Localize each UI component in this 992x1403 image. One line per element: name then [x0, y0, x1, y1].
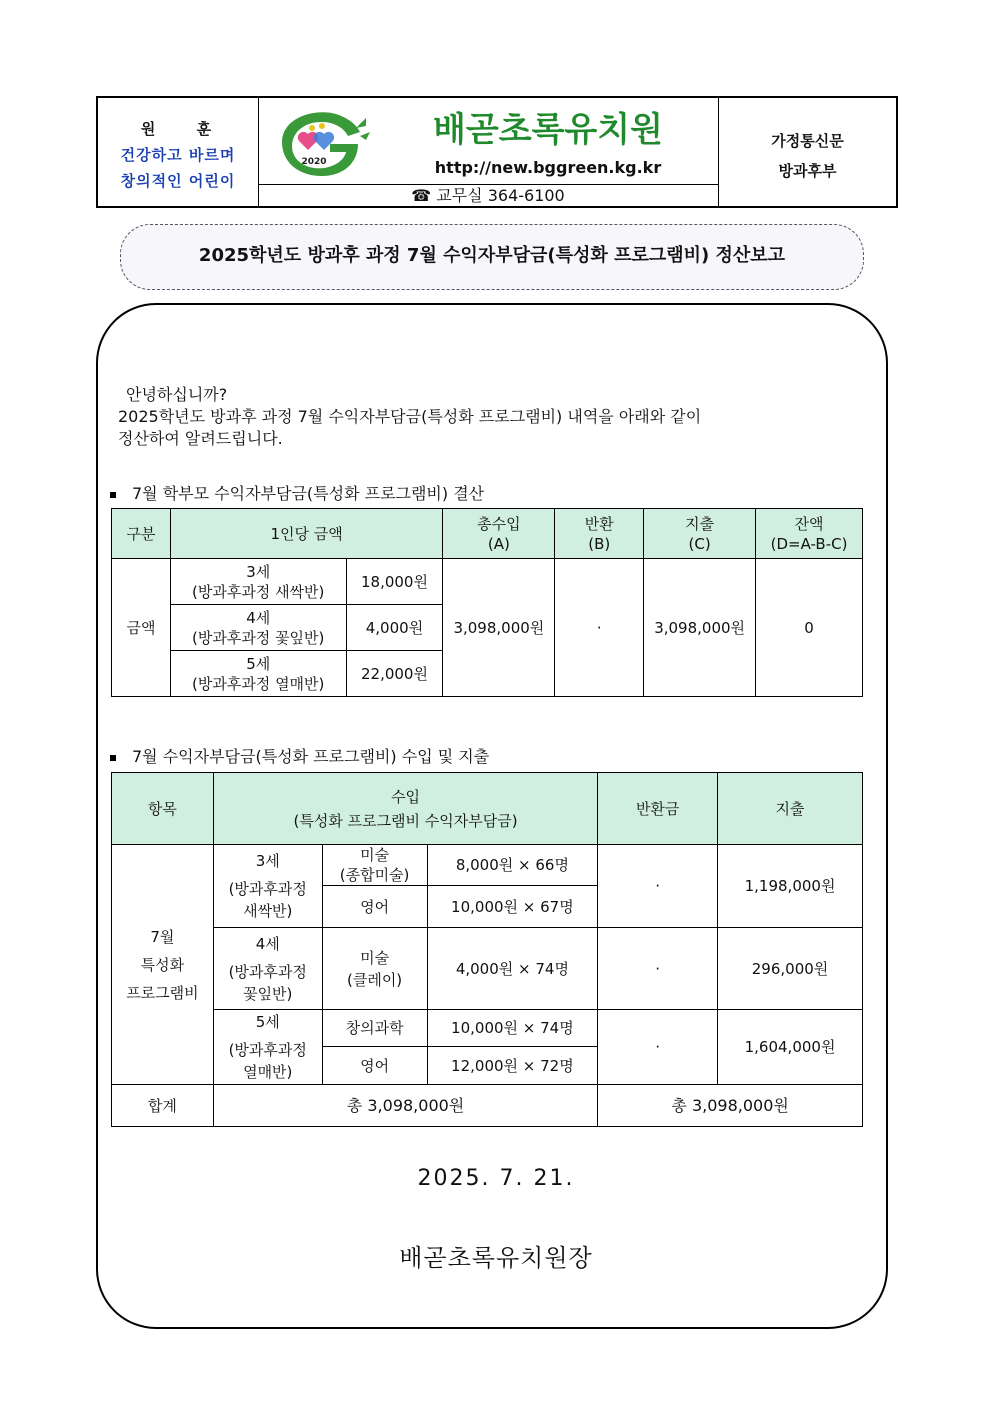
header-refund: 반환금	[598, 773, 718, 845]
doc-type: 가정통신문	[771, 132, 844, 150]
expense-cell: 1,604,000원	[718, 1010, 863, 1085]
income-expense-table	[111, 772, 863, 1127]
expense-cell: 3,098,000원	[644, 559, 756, 697]
doc-info-cell	[719, 98, 896, 206]
intro-text	[118, 384, 701, 450]
total-label: 합계	[112, 1085, 214, 1127]
header-expense: 지출	[718, 773, 863, 845]
row-label: 금액	[112, 559, 171, 697]
expense-cell: 1,198,000원	[718, 845, 863, 928]
settlement-table	[111, 508, 863, 697]
table-row	[112, 559, 863, 605]
header-total-income: 총수입 (A)	[443, 509, 555, 559]
expense-cell: 296,000원	[718, 928, 863, 1010]
refund-cell: ·	[598, 928, 718, 1010]
table-row	[112, 928, 863, 1010]
school-url[interactable]: http://new.bggreen.kg.kr	[434, 158, 662, 177]
table-header-row	[112, 509, 863, 559]
intro-line-3: 정산하여 알려드립니다.	[118, 429, 283, 448]
header-per-person: 1인당 금액	[170, 509, 443, 559]
intro-line-2: 2025학년도 방과후 과정 7월 수익자부담금(특성화 프로그램비) 내역을 아래와 같이	[118, 407, 702, 426]
intro-greeting: 안녕하십니까?	[126, 385, 228, 404]
section2-heading-text: 7월 수익자부담금(특성화 프로그램비) 수입 및 지출	[132, 747, 490, 766]
bullet-icon	[110, 492, 116, 498]
motto-cell	[98, 98, 259, 206]
item-label: 7월 특성화 프로그램비	[112, 845, 214, 1085]
letterhead	[96, 96, 898, 208]
calc-cell: 10,000원 × 74명	[427, 1010, 598, 1047]
total-income-cell: 3,098,000원	[443, 559, 555, 697]
class-cell: 3세 (방과후과정 새싹반)	[213, 845, 322, 928]
calc-cell: 12,000원 × 72명	[427, 1047, 598, 1085]
refund-cell: ·	[598, 845, 718, 928]
class-cell: 5세 (방과후과정 열매반)	[170, 651, 346, 697]
section2-heading	[110, 744, 489, 767]
header-item: 항목	[112, 773, 214, 845]
header-refund: 반환 (B)	[555, 509, 644, 559]
program-cell: 미술 (종합미술)	[322, 845, 427, 886]
document-date: 2025. 7. 21.	[417, 1166, 575, 1191]
header-balance: 잔액 (D=A-B-C)	[756, 509, 863, 559]
amount-cell: 22,000원	[346, 651, 443, 697]
logo-year: 2020	[301, 157, 327, 167]
motto-title: 원 훈	[140, 120, 230, 138]
header-income: 수입 (특성화 프로그램비 수익자부담금)	[213, 773, 597, 845]
department: 방과후부	[778, 162, 837, 180]
motto-line-2: 창의적인 어린이	[120, 172, 236, 190]
class-cell: 5세 (방과후과정 열매반)	[213, 1010, 322, 1085]
total-row	[112, 1085, 863, 1127]
total-income: 총 3,098,000원	[213, 1085, 597, 1127]
amount-cell: 18,000원	[346, 559, 443, 605]
signature: 배곧초록유치원장	[399, 1244, 593, 1272]
program-cell: 영어	[322, 886, 427, 928]
table-row	[112, 1010, 863, 1047]
header-category: 구분	[112, 509, 171, 559]
section1-heading-text: 7월 학부모 수익자부담금(특성화 프로그램비) 결산	[132, 484, 485, 503]
calc-cell: 8,000원 × 66명	[427, 845, 598, 886]
amount-cell: 4,000원	[346, 605, 443, 651]
calc-cell: 4,000원 × 74명	[427, 928, 598, 1010]
balance-cell: 0	[756, 559, 863, 697]
refund-cell: ·	[598, 1010, 718, 1085]
school-logo-icon	[274, 106, 370, 178]
bullet-icon	[110, 755, 116, 761]
header-expense: 지출 (C)	[644, 509, 756, 559]
phone-number: ☎ 교무실 364-6100	[258, 184, 718, 207]
class-cell: 4세 (방과후과정 꽃잎반)	[170, 605, 346, 651]
refund-cell: ·	[555, 559, 644, 697]
program-cell: 영어	[322, 1047, 427, 1085]
table-row	[112, 845, 863, 886]
school-name: 배곧초록유치원	[433, 110, 663, 150]
program-cell: 미술 (클레이)	[322, 928, 427, 1010]
document-title: 2025학년도 방과후 과정 7월 수익자부담금(특성화 프로그램비) 정산보고	[120, 224, 864, 290]
section1-heading	[110, 481, 484, 504]
class-cell: 3세 (방과후과정 새싹반)	[170, 559, 346, 605]
calc-cell: 10,000원 × 67명	[427, 886, 598, 928]
total-expense: 총 3,098,000원	[598, 1085, 863, 1127]
class-cell: 4세 (방과후과정 꽃잎반)	[213, 928, 322, 1010]
motto-line-1: 건강하고 바르며	[120, 146, 236, 164]
table-header-row	[112, 773, 863, 845]
program-cell: 창의과학	[322, 1010, 427, 1047]
school-cell	[258, 98, 719, 206]
